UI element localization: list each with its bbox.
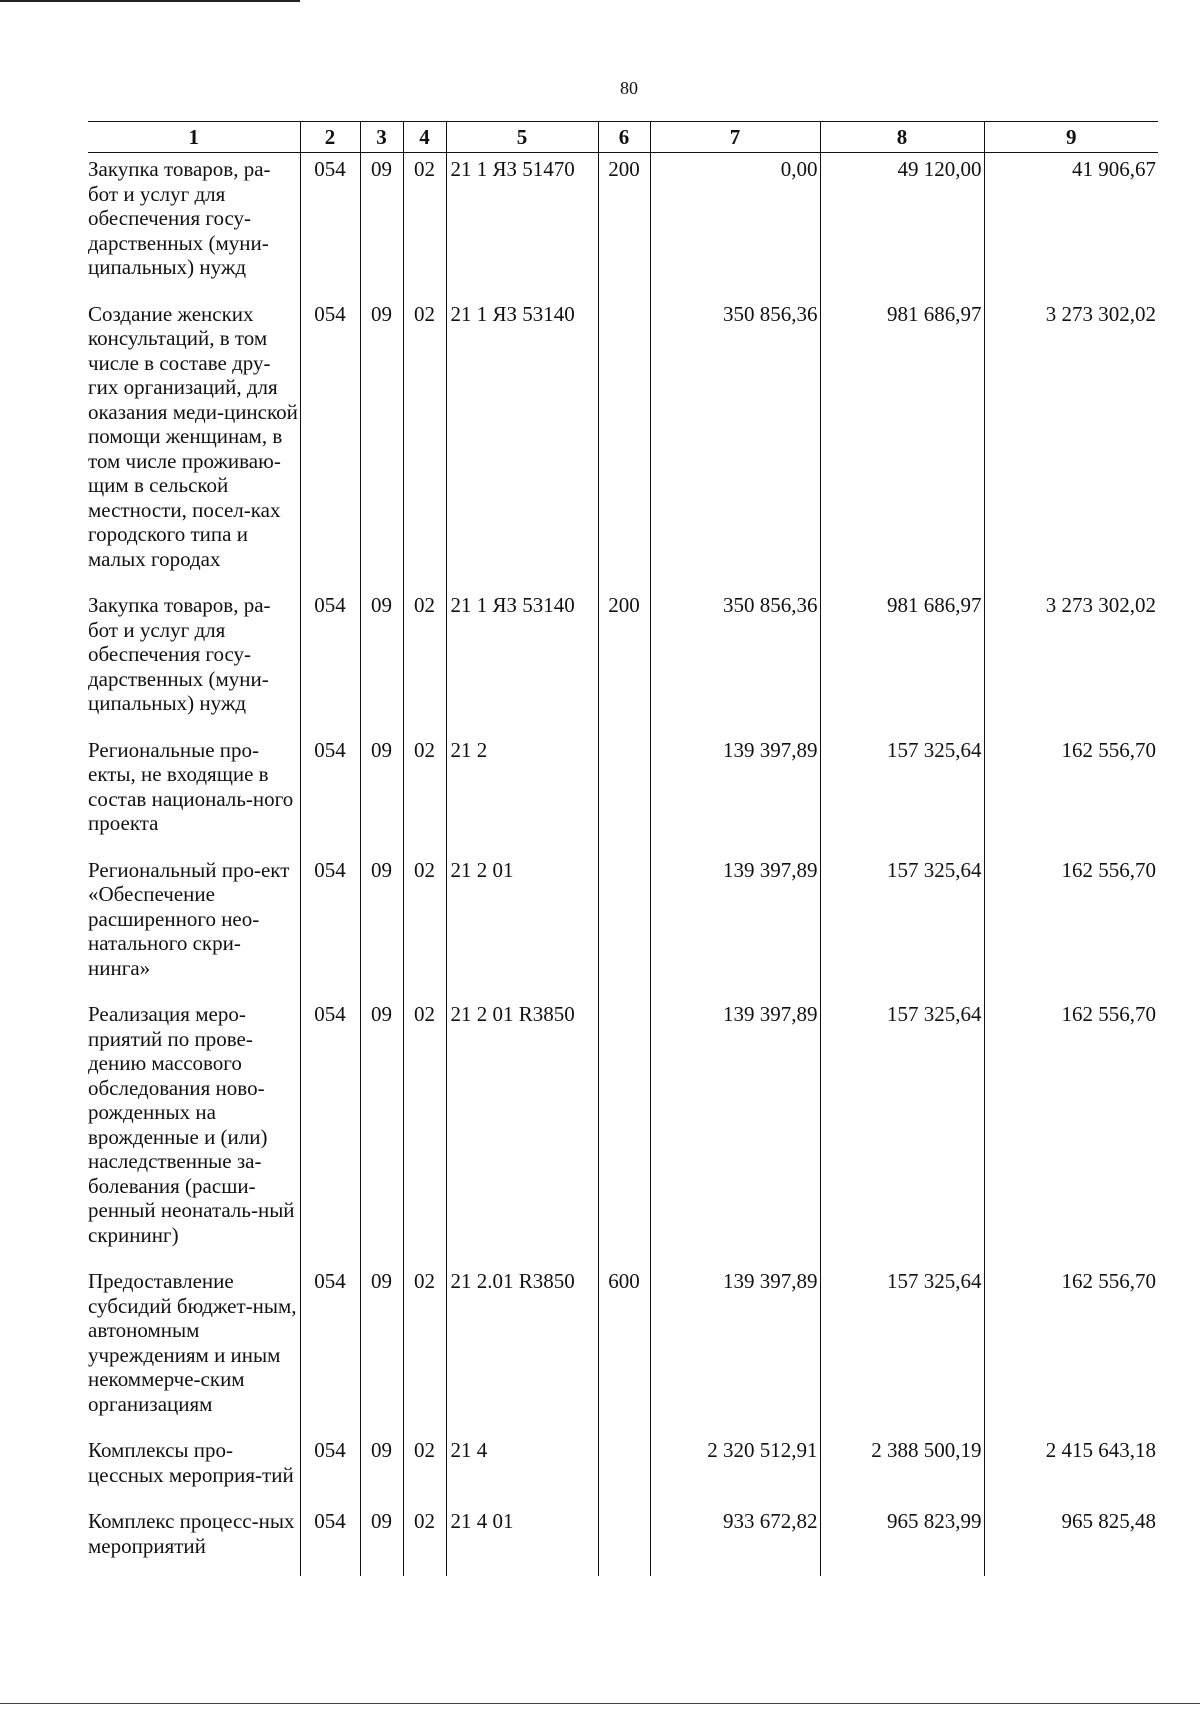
top-edge-rule xyxy=(0,0,300,2)
row-name: Региональные про-екты, не входящие в состав националь-ного проекта xyxy=(88,737,294,835)
cell-amount-8: 49 120,00 xyxy=(820,153,984,298)
cell-amount-8: 157 325,64 xyxy=(820,854,984,999)
table-row xyxy=(88,1434,1158,1505)
page-number: 80 xyxy=(620,78,638,98)
column-header-6: 6 xyxy=(598,122,650,153)
cell-amount-8: 981 686,97 xyxy=(820,298,984,590)
cell-section: 09 xyxy=(360,734,403,854)
cell-amount-9: 162 556,70 xyxy=(984,854,1158,999)
table-row xyxy=(88,998,1158,1265)
cell-section: 09 xyxy=(360,1265,403,1434)
cell-amount-8: 157 325,64 xyxy=(820,1265,984,1434)
cell-code-ministry: 054 xyxy=(300,1265,360,1434)
cell-amount-9: 3 273 302,02 xyxy=(984,298,1158,590)
cell-code-ministry: 054 xyxy=(300,854,360,999)
cell-amount-8: 965 823,99 xyxy=(820,1505,984,1576)
budget-table xyxy=(88,121,1158,1576)
row-name: Комплекс процесс-ных мероприятий xyxy=(88,1509,295,1558)
cell-section: 09 xyxy=(360,1434,403,1505)
column-header-5: 5 xyxy=(446,122,598,153)
cell-amount-7: 2 320 512,91 xyxy=(650,1434,820,1505)
cell-section: 09 xyxy=(360,153,403,298)
cell-expense-type xyxy=(598,1434,650,1505)
cell-amount-8: 157 325,64 xyxy=(820,734,984,854)
table-row xyxy=(88,1265,1158,1434)
cell-target-article: 21 2 xyxy=(446,734,598,854)
cell-amount-9: 162 556,70 xyxy=(984,734,1158,854)
cell-amount-8: 981 686,97 xyxy=(820,589,984,734)
cell-target-article: 21 4 xyxy=(446,1434,598,1505)
column-header-7: 7 xyxy=(650,122,820,153)
cell-target-article: 21 1 ЯЗ 51470 xyxy=(446,153,598,298)
cell-section: 09 xyxy=(360,1505,403,1576)
cell-code-ministry: 054 xyxy=(300,298,360,590)
row-name: Комплексы про-цессных мероприя-тий xyxy=(88,1438,294,1487)
cell-code-ministry: 054 xyxy=(300,734,360,854)
cell-code-ministry: 054 xyxy=(300,998,360,1265)
table-row xyxy=(88,589,1158,734)
cell-amount-8: 2 388 500,19 xyxy=(820,1434,984,1505)
cell-subsection: 02 xyxy=(403,153,446,298)
cell-code-ministry: 054 xyxy=(300,1434,360,1505)
cell-expense-type xyxy=(598,298,650,590)
row-name: Реализация меро-приятий по прове-дению массового обследования ново-рожденных на врожденные и (или) наследственные за-болевания (расши-ренный неонаталь-ный скрининг) xyxy=(88,1002,295,1247)
cell-expense-type: 200 xyxy=(598,153,650,298)
cell-subsection: 02 xyxy=(403,998,446,1265)
cell-amount-7: 139 397,89 xyxy=(650,998,820,1265)
table-row xyxy=(88,854,1158,999)
row-name: Закупка товаров, ра-бот и услуг для обеспечения госу-дарственных (муни-ципальных) нужд xyxy=(88,593,271,715)
column-header-3: 3 xyxy=(360,122,403,153)
cell-expense-type: 200 xyxy=(598,589,650,734)
row-name: Предоставление субсидий бюджет-ным, автономным учреждениям и иным некоммерче-ским организациям xyxy=(88,1269,297,1416)
cell-subsection: 02 xyxy=(403,298,446,590)
cell-amount-9: 2 415 643,18 xyxy=(984,1434,1158,1505)
cell-code-ministry: 054 xyxy=(300,153,360,298)
cell-amount-9: 3 273 302,02 xyxy=(984,589,1158,734)
cell-expense-type xyxy=(598,854,650,999)
row-name: Закупка товаров, ра-бот и услуг для обеспечения госу-дарственных (муни-ципальных) нужд xyxy=(88,157,271,279)
cell-section: 09 xyxy=(360,589,403,734)
cell-amount-7: 139 397,89 xyxy=(650,1265,820,1434)
cell-target-article: 21 2 01 xyxy=(446,854,598,999)
cell-target-article: 21 2.01 R3850 xyxy=(446,1265,598,1434)
cell-subsection: 02 xyxy=(403,854,446,999)
cell-subsection: 02 xyxy=(403,1505,446,1576)
bottom-edge-rule xyxy=(0,1703,1200,1704)
cell-target-article: 21 2 01 R3850 xyxy=(446,998,598,1265)
cell-amount-7: 139 397,89 xyxy=(650,854,820,999)
cell-code-ministry: 054 xyxy=(300,589,360,734)
cell-subsection: 02 xyxy=(403,734,446,854)
cell-amount-9: 162 556,70 xyxy=(984,1265,1158,1434)
cell-section: 09 xyxy=(360,854,403,999)
column-header-9: 9 xyxy=(984,122,1158,153)
cell-amount-7: 139 397,89 xyxy=(650,734,820,854)
cell-amount-9: 162 556,70 xyxy=(984,998,1158,1265)
cell-amount-9: 965 825,48 xyxy=(984,1505,1158,1576)
cell-subsection: 02 xyxy=(403,1265,446,1434)
table-row xyxy=(88,298,1158,590)
cell-expense-type: 600 xyxy=(598,1265,650,1434)
cell-amount-9: 41 906,67 xyxy=(984,153,1158,298)
cell-target-article: 21 1 ЯЗ 53140 xyxy=(446,298,598,590)
row-name: Создание женских консультаций, в том числе в составе дру-гих организаций, для оказания меди-цинской помощи женщинам, в том числе проживаю-щим в сельской местности, посел-ках городского типа и малых городах xyxy=(88,301,298,571)
cell-subsection: 02 xyxy=(403,1434,446,1505)
cell-subsection: 02 xyxy=(403,589,446,734)
cell-amount-7: 933 672,82 xyxy=(650,1505,820,1576)
table-row xyxy=(88,1505,1158,1576)
cell-target-article: 21 1 ЯЗ 53140 xyxy=(446,589,598,734)
cell-expense-type xyxy=(598,1505,650,1576)
cell-target-article: 21 4 01 xyxy=(446,1505,598,1576)
cell-code-ministry: 054 xyxy=(300,1505,360,1576)
column-header-2: 2 xyxy=(300,122,360,153)
cell-amount-7: 350 856,36 xyxy=(650,298,820,590)
cell-amount-7: 0,00 xyxy=(650,153,820,298)
cell-expense-type xyxy=(598,734,650,854)
column-header-8: 8 xyxy=(820,122,984,153)
table-row xyxy=(88,153,1158,298)
row-name: Региональный про-ект «Обеспечение расширенного нео-натального скри-нинга» xyxy=(88,857,290,980)
cell-amount-7: 350 856,36 xyxy=(650,589,820,734)
cell-expense-type xyxy=(598,998,650,1265)
column-header-4: 4 xyxy=(403,122,446,153)
cell-section: 09 xyxy=(360,998,403,1265)
cell-amount-8: 157 325,64 xyxy=(820,998,984,1265)
table-row xyxy=(88,734,1158,854)
table-header-row xyxy=(88,122,1158,153)
column-header-1: 1 xyxy=(88,122,300,153)
cell-section: 09 xyxy=(360,298,403,590)
